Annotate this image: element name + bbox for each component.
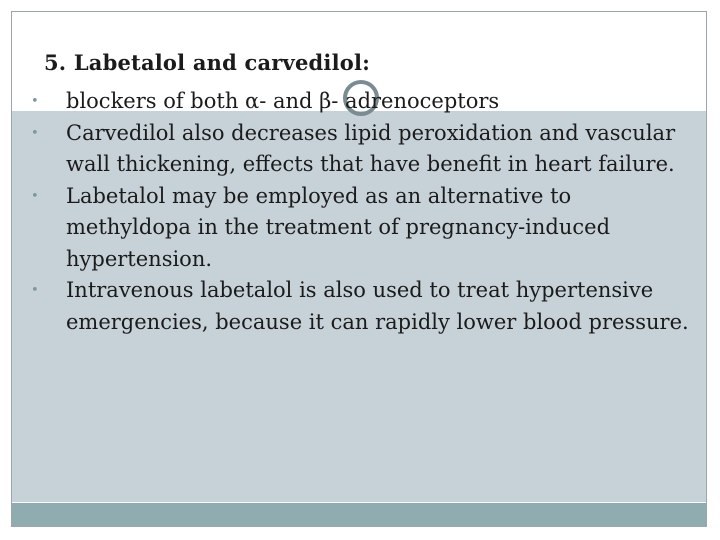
bullet-text: Carvedilol also decreases lipid peroxidation and vascular wall thickening, effects that have benefit in heart failure. <box>66 120 676 176</box>
bullet-item <box>30 118 690 181</box>
bullet-item <box>30 86 690 118</box>
bullet-text: Labetalol may be employed as an alternative to methyldopa in the treatment of pregnancy-induced hypertension. <box>66 183 611 271</box>
bullet-list <box>30 86 690 338</box>
bullet-dot-icon: • <box>31 188 39 204</box>
bullet-dot-icon: • <box>31 283 39 298</box>
footer-band <box>12 503 706 526</box>
slide-title: 5. Labetalol and carvedilol: <box>44 50 371 75</box>
bullet-text: blockers of both α- and β- adrenoceptors <box>66 89 500 113</box>
bullet-text: Intravenous labetalol is also used to treat hypertensive emergencies, because it can rapidly lower blood pressure. <box>66 278 689 334</box>
bullet-item <box>30 181 690 276</box>
bullet-dot-icon: • <box>31 94 39 109</box>
bullet-dot-icon: • <box>31 125 39 141</box>
bullet-item <box>30 275 690 338</box>
